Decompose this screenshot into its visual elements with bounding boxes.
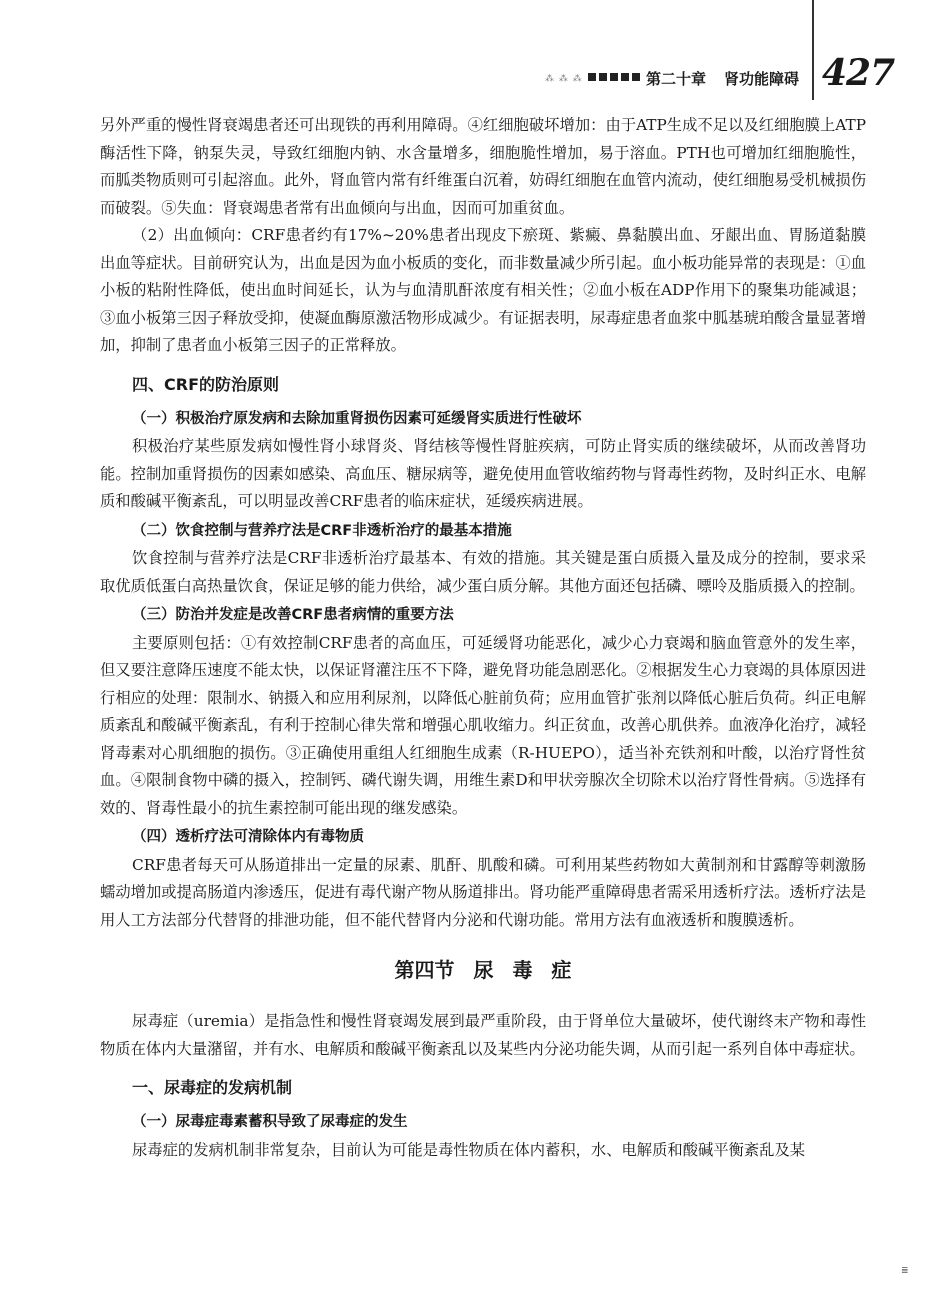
paragraph: 尿毒症的发病机制非常复杂，目前认为可能是毒性物质在体内蓄积，水、电解质和酸碱平衡紊乱及某: [132, 1140, 806, 1159]
paragraph: 积极治疗某些原发病如慢性肾小球肾炎、肾结核等慢性肾脏疾病，可防止肾实质的继续破坏，从而改善肾功能。控制加重肾损伤的因素如感染、高血压、糖尿病等，避免使用血管收缩药物与肾毒性药物，及时纠正水、电解质和酸碱平衡紊乱，可以明显改善CRF患者的临床症状，延缓疾病进展。: [100, 437, 866, 510]
subsection-heading: （四）透析疗法可清除体内有毒物质: [132, 829, 364, 845]
section-heading: 四、CRF的防治原则: [132, 374, 279, 394]
paragraph: （2）出血倾向：CRF患者约有17%~20%患者出现皮下瘀斑、紫癜、鼻黏膜出血、牙龈出血、胃肠道黏膜出血等症状。目前研究认为，出血是因为血小板质的变化，而非数量减少所引起。血小板功能异常的表现是：①血小板的粘附性降低，使出血时间延长，认为与血清肌酐浓度有相关性；②血小板在ADP作用下的聚集功能减退；③血小板第三因子释放受抑，使凝血酶原激活物形成减少。有证据表明，尿毒症患者血浆中胍基琥珀酸含量显著增加，抑制了患者血小板第三因子的正常释放。: [100, 226, 866, 354]
page-body: [100, 112, 866, 1164]
paragraph: CRF患者每天可从肠道排出一定量的尿素、肌酐、肌酸和磷。可利用某些药物如大黄制剂和甘露醇等刺激肠蠕动增加或提高肠道内渗透压，促进有毒代谢产物从肠道排出。肾功能严重障碍患者需采用透析疗法。透析疗法是用人工方法部分代替肾的排泄功能，但不能代替肾内分泌和代谢功能。常用方法有血液透析和腹膜透析。: [100, 855, 866, 929]
subsection-heading: （三）防治并发症是改善CRF患者病情的重要方法: [132, 607, 454, 623]
header-squares: [588, 73, 640, 81]
subsection-heading: （一）尿毒症毒素蓄积导致了尿毒症的发生: [132, 1114, 408, 1130]
chapter-title: 肾功能障碍: [724, 70, 800, 88]
header-divider: [812, 0, 814, 100]
page-header: [0, 0, 950, 110]
running-head: [646, 68, 799, 89]
corner-mark: ≣: [901, 1266, 909, 1276]
subsection-heading: （二）饮食控制与营养疗法是CRF非透析治疗的最基本措施: [132, 522, 512, 539]
paragraph: 尿毒症（uremia）是指急性和慢性肾衰竭发展到最严重阶段，由于肾单位大量破坏，使代谢终末产物和毒性物质在体内大量潴留，并有水、电解质和酸碱平衡紊乱以及某些内分泌功能失调，从而引起一系列自体中毒症状。: [100, 1012, 866, 1058]
paragraph: 另外严重的慢性肾衰竭患者还可出现铁的再利用障碍。④红细胞破坏增加：由于ATP生成不足以及红细胞膜上ATP酶活性下降，钠泵失灵，导致红细胞内钠、水含量增多，细胞脆性增加，易于溶血。PTH也可增加红细胞脆性，而胍类物质则可引起溶血。此外，肾血管内常有纤维蛋白沉着，妨碍红细胞在血管内流动，使红细胞易受机械损伤而破裂。⑤失血：肾衰竭患者常有出血倾向与出血，因而可加重贫血。: [100, 116, 866, 217]
chapter-section-title: 第四节 尿 毒 症: [394, 958, 572, 982]
subsection-heading: （一）积极治疗原发病和去除加重肾损伤因素可延缓肾实质进行性破坏: [132, 410, 582, 427]
paragraph: 主要原则包括：①有效控制CRF患者的高血压，可延缓肾功能恶化，减少心力衰竭和脑血管意外的发生率，但又要注意降压速度不能太快，以保证肾灌注压不下降，避免肾功能急剧恶化。②根据发生心力衰竭的具体原因进行相应的处理：限制水、钠摄入和应用利尿剂，以降低心脏前负荷；应用血管扩张剂以降低心脏后负荷。纠正电解质紊乱和酸碱平衡紊乱，有利于控制心律失常和增强心肌收缩力。纠正贫血，改善心肌供养。血液净化治疗，减轻肾毒素对心肌细胞的损伤。③正确使用重组人红细胞生成素（R-HUEPO），适当补充铁剂和叶酸，以治疗肾性贫血。④限制食物中磷的摄入，控制钙、磷代谢失调，用维生素D和甲状旁腺次全切除术以治疗肾性骨病。⑤选择有效的、肾毒性最小的抗生素控制可能出现的继发感染。: [100, 633, 866, 817]
section-heading: 一、尿毒症的发病机制: [132, 1078, 293, 1097]
page-number: 427: [822, 52, 895, 94]
header-decor: ⁂ ⁂ ⁂: [545, 74, 583, 84]
paragraph: 饮食控制与营养疗法是CRF非透析治疗最基本、有效的措施。其关键是蛋白质摄入量及成分的控制，要求采取优质低蛋白高热量饮食，保证足够的能力供给，减少蛋白质分解。其他方面还包括磷、嘌呤及脂质摄入的控制。: [100, 549, 866, 595]
chapter-number: 第二十章: [646, 70, 707, 88]
